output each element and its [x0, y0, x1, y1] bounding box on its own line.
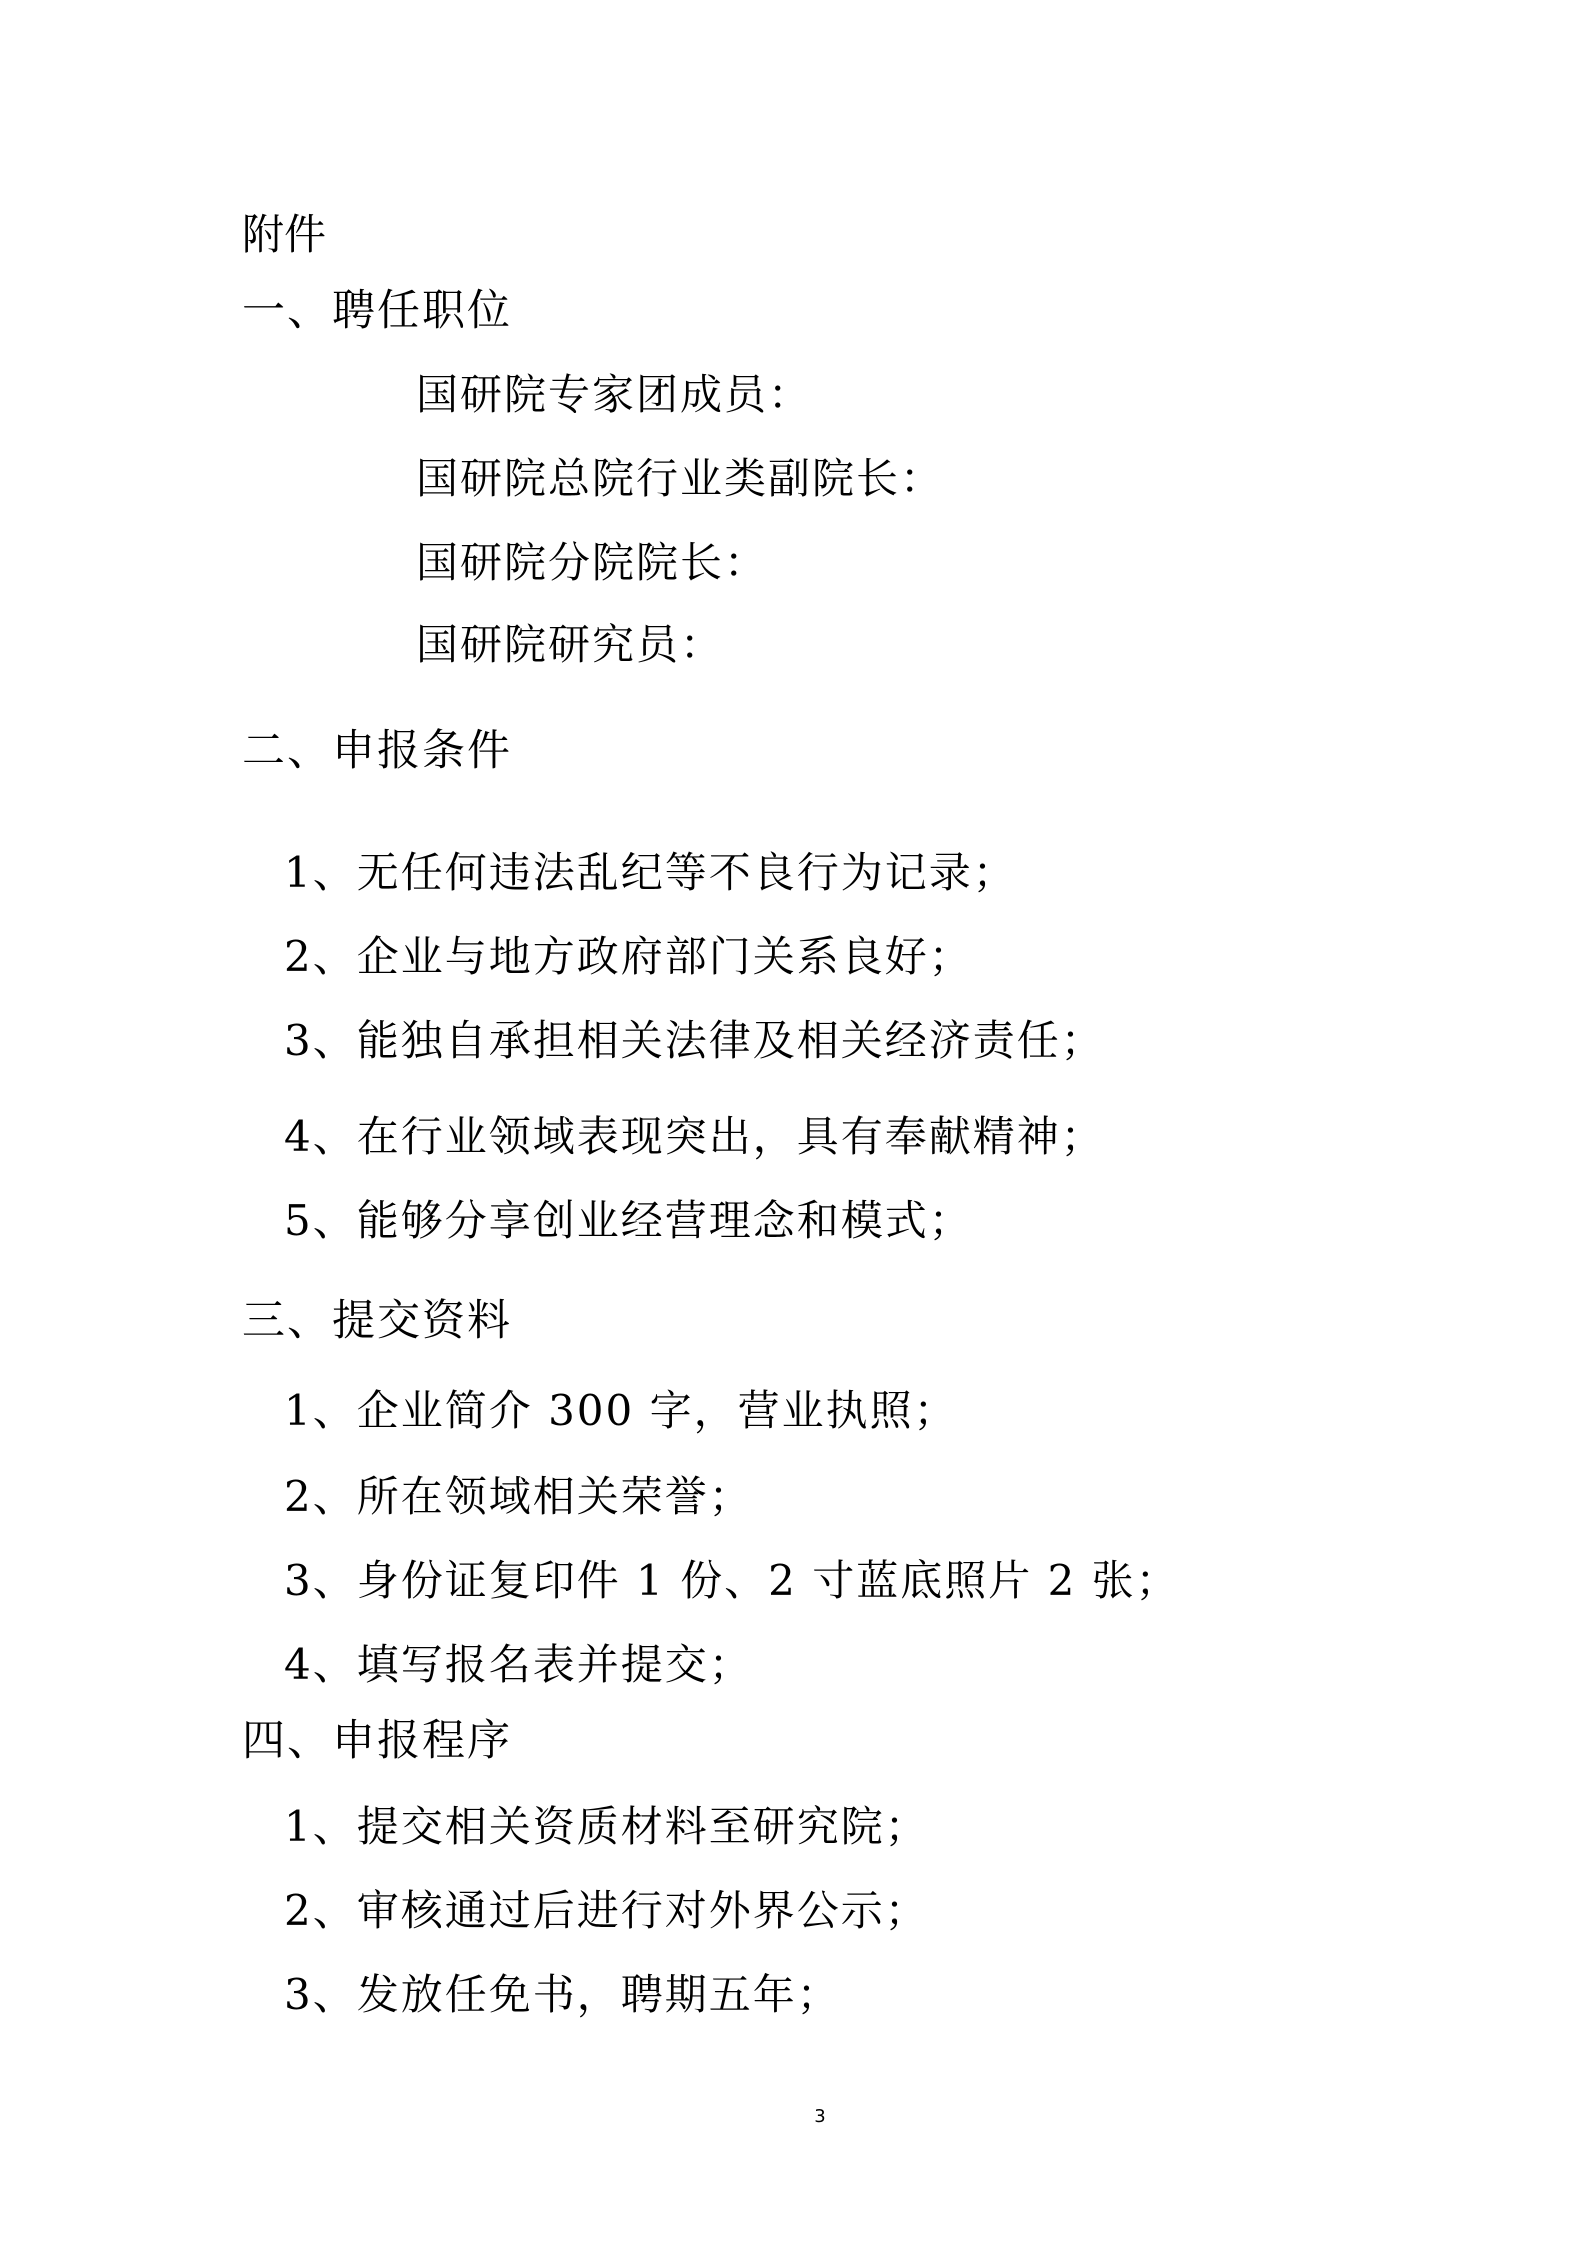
material-item: 1、企业简介 300 字，营业执照； [284, 1386, 958, 1435]
position-item: 国研院专家团成员： [416, 370, 813, 419]
position-item: 国研院分院院长： [416, 538, 769, 587]
section-heading-positions: 一、聘任职位 [242, 286, 512, 336]
requirement-item: 4、在行业领域表现突出，具有奉献精神； [284, 1112, 1105, 1161]
requirement-item: 3、能独自承担相关法律及相关经济责任； [284, 1016, 1105, 1065]
section-heading-materials: 三、提交资料 [242, 1296, 512, 1346]
position-item: 国研院总院行业类副院长： [416, 454, 945, 503]
procedure-item: 1、提交相关资质材料至研究院； [284, 1802, 929, 1851]
material-item: 3、身份证复印件 1 份、2 寸蓝底照片 2 张； [284, 1556, 1180, 1605]
page-number: 3 [814, 2106, 826, 2127]
material-item: 4、填写报名表并提交； [284, 1640, 753, 1689]
requirement-item: 2、企业与地方政府部门关系良好； [284, 932, 973, 981]
material-item: 2、所在领域相关荣誉； [284, 1472, 753, 1521]
position-item: 国研院研究员： [416, 620, 725, 669]
attachment-label: 附件 [242, 210, 327, 259]
section-heading-procedure: 四、申报程序 [242, 1716, 512, 1766]
requirement-item: 5、能够分享创业经营理念和模式； [284, 1196, 973, 1245]
section-heading-requirements: 二、申报条件 [242, 726, 512, 776]
requirement-item: 1、无任何违法乱纪等不良行为记录； [284, 848, 1017, 897]
procedure-item: 3、发放任免书，聘期五年； [284, 1970, 841, 2019]
procedure-item: 2、审核通过后进行对外界公示； [284, 1886, 929, 1935]
